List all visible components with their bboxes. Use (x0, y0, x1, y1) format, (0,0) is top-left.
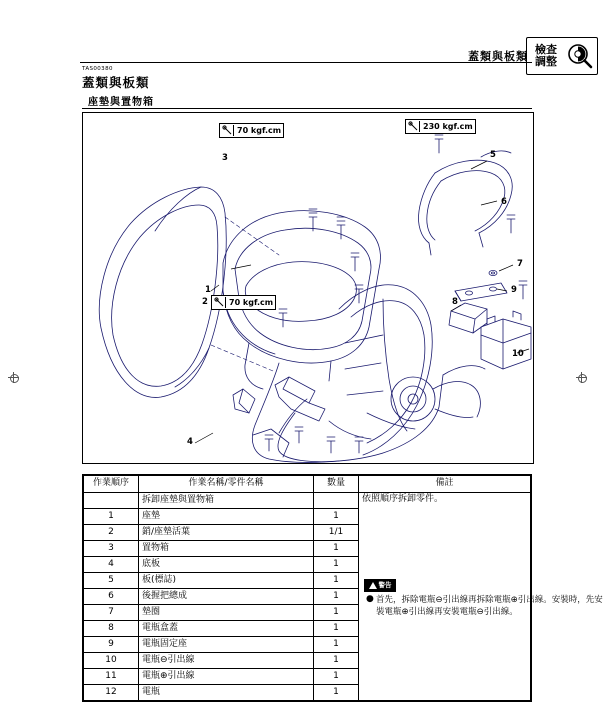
row-name: 底板 (139, 556, 314, 572)
row-order: 5 (84, 572, 139, 588)
group-qty (314, 492, 359, 508)
callout-7: 7 (517, 259, 523, 269)
remark-cell (359, 492, 603, 700)
header-name: 作業名稱/零件名稱 (139, 476, 314, 493)
row-order: 9 (84, 636, 139, 652)
table-group-row (84, 492, 531, 508)
callout-10: 10 (512, 349, 524, 359)
warning-label: 警告 (378, 580, 392, 589)
callout-3: 3 (222, 153, 228, 163)
row-name: 電瓶盒蓋 (139, 620, 314, 636)
callout-2: 2 (202, 297, 208, 307)
row-qty: 1 (314, 668, 359, 684)
row-qty: 1 (314, 684, 359, 700)
row-qty: 1 (314, 572, 359, 588)
remark-首行: 依照順序拆卸零件。 (362, 493, 444, 504)
row-qty: 1 (314, 540, 359, 556)
chapter-tab (526, 37, 598, 75)
warning-triangle-icon (369, 582, 377, 589)
registration-mark-left (8, 372, 19, 383)
chapter-tab-line2: 調整 (535, 55, 557, 68)
row-qty: 1/1 (314, 524, 359, 540)
row-order: 6 (84, 588, 139, 604)
figure-drawing (83, 113, 533, 463)
note-text: 首先，拆除電瓶⊖引出線再拆除電瓶⊕引出線。安裝時，先安裝電瓶⊕引出線再安裝電瓶⊖引出線。 (376, 594, 603, 618)
row-name: 置物箱 (139, 540, 314, 556)
wrench-magnifier-icon (564, 41, 594, 71)
torque-value: 230 kgf.cm (423, 122, 473, 131)
row-order: 12 (84, 684, 139, 700)
callout-5: 5 (490, 150, 496, 160)
header-remark: 備註 (359, 476, 531, 493)
row-name: 電瓶⊕引出線 (139, 668, 314, 684)
header-title: 蓋類與板類 (468, 50, 528, 63)
row-order: 7 (84, 604, 139, 620)
row-name: 後握把總成 (139, 588, 314, 604)
row-qty: 1 (314, 652, 359, 668)
row-qty: 1 (314, 620, 359, 636)
registration-mark-right (576, 372, 587, 383)
page-header (0, 18, 612, 68)
callout-4: 4 (187, 437, 193, 447)
wrench-icon (222, 125, 234, 136)
wrench-icon (408, 121, 420, 132)
row-order: 1 (84, 508, 139, 524)
row-qty: 1 (314, 636, 359, 652)
row-qty: 1 (314, 604, 359, 620)
torque-callout-1 (219, 123, 284, 138)
row-name: 電瓶 (139, 684, 314, 700)
torque-callout-3 (211, 295, 276, 310)
section-subtitle: 座墊與置物箱 (88, 97, 154, 108)
subtitle-rule (82, 108, 532, 109)
row-name: 銷/座墊活葉 (139, 524, 314, 540)
row-name: 電瓶固定座 (139, 636, 314, 652)
row-order: 8 (84, 620, 139, 636)
callout-1: 1 (205, 285, 211, 295)
row-qty: 1 (314, 508, 359, 524)
header-qty: 數量 (314, 476, 359, 493)
row-name: 座墊 (139, 508, 314, 524)
row-order: 2 (84, 524, 139, 540)
note-bullet-icon: ● (366, 593, 374, 604)
table-header-row (84, 476, 531, 493)
wrench-icon (214, 297, 226, 308)
torque-value: 70 kgf.cm (237, 126, 282, 135)
group-name: 拆卸座墊與置物箱 (139, 492, 314, 508)
row-order: 11 (84, 668, 139, 684)
row-name: 電瓶⊖引出線 (139, 652, 314, 668)
callout-6: 6 (501, 197, 507, 207)
document-code: TAS00380 (82, 66, 113, 72)
group-order (84, 492, 139, 508)
row-name: 板(標誌) (139, 572, 314, 588)
warning-badge (364, 579, 396, 592)
row-order: 3 (84, 540, 139, 556)
header-rule (80, 62, 532, 63)
row-qty: 1 (314, 556, 359, 572)
torque-callout-2 (405, 119, 476, 134)
row-qty: 1 (314, 588, 359, 604)
section-title: 蓋類與板類 (82, 75, 150, 90)
parts-table (82, 474, 603, 702)
torque-value: 70 kgf.cm (229, 298, 274, 307)
chapter-tab-line1: 檢查 (535, 43, 557, 56)
row-order: 4 (84, 556, 139, 572)
header-order: 作業順序 (84, 476, 139, 493)
row-name: 墊圈 (139, 604, 314, 620)
exploded-view-figure (82, 112, 534, 464)
row-order: 10 (84, 652, 139, 668)
callout-9: 9 (511, 285, 517, 295)
callout-8: 8 (452, 297, 458, 307)
